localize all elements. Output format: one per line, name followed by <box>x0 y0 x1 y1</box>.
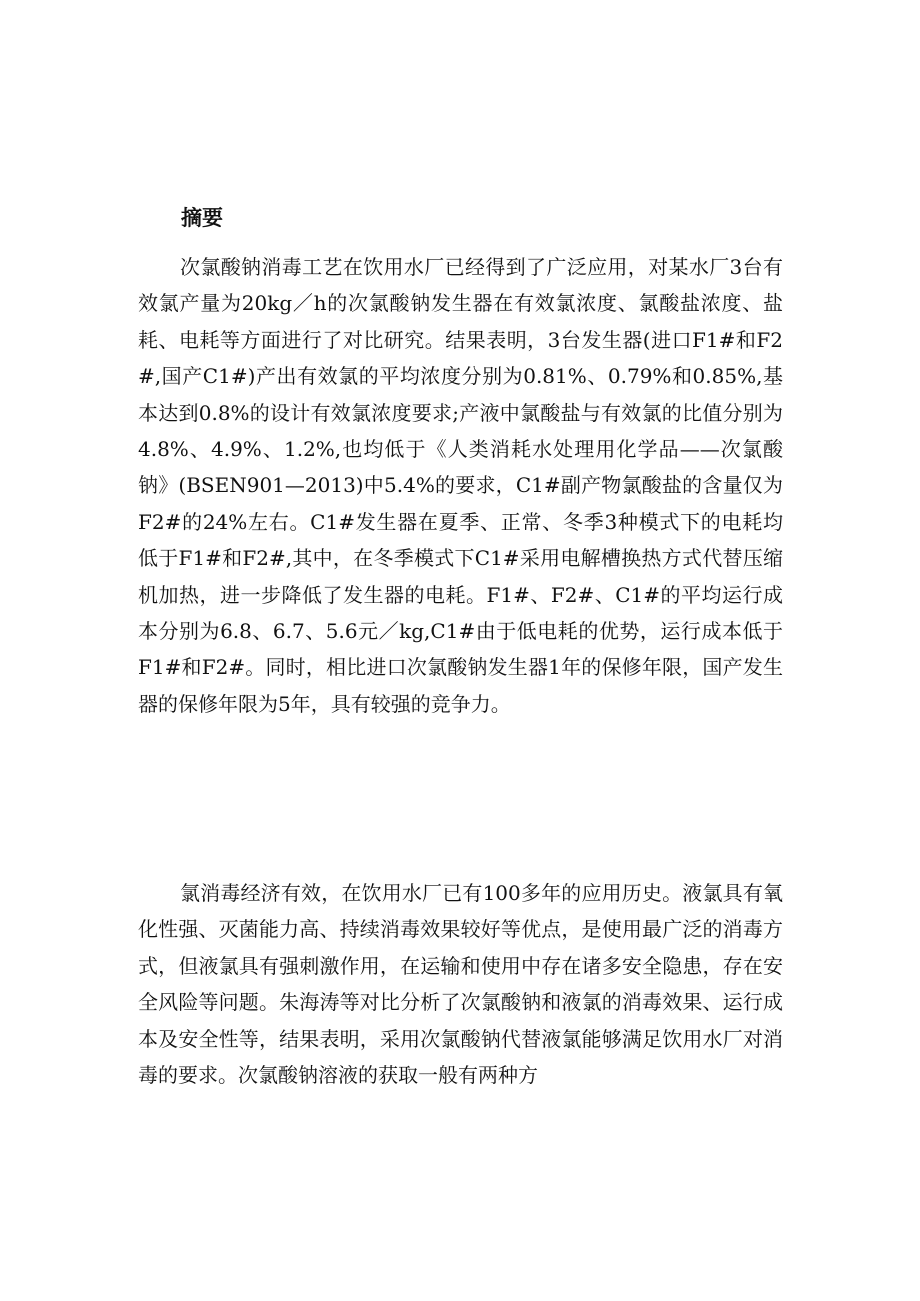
abstract-heading: 摘要 <box>181 206 223 230</box>
intro-paragraph: 氯消毒经济有效，在饮用水厂已有100多年的应用历史。液氯具有氧化性强、灭菌能力高、持续消毒效果较好等优点，是使用最广泛的消毒方式，但液氯具有强刺激作用，在运输和使用中存在诸多安全隐患，存在安全风险等问题。朱海涛等对比分析了次氯酸钠和液氯的消毒效果、运行成本及安全性等，结果表明，采用次氯酸钠代替液氯能够满足饮用水厂对消毒的要求。次氯酸钠溶液的获取一般有两种方 <box>138 881 783 1088</box>
abstract-paragraph: 次氯酸钠消毒工艺在饮用水厂已经得到了广泛应用，对某水厂3台有效氯产量为20kg／h的次氯酸钠发生器在有效氯浓度、氯酸盐浓度、盐耗、电耗等方面进行了对比研究。结果表明，3台发生器(进口F1#和F2#,国产C1#)产出有效氯的平均浓度分别为0.81%、0.79%和0.85%,基本达到0.8%的设计有效氯浓度要求;产液中氯酸盐与有效氯的比值分别为4.8%、4.9%、1.2%,也均低于《人类消耗水处理用化学品——次氯酸钠》(BSEN901—2013)中5.4%的要求，C1#副产物氯酸盐的含量仅为F2#的24%左右。C1#发生器在夏季、正常、冬季3种模式下的电耗均低于F1#和F2#,其中，在冬季模式下C1#采用电解槽换热方式代替压缩机加热，进一步降低了发生器的电耗。F1#、F2#、C1#的平均运行成本分别为6.8、6.7、5.6元／kg,C1#由于低电耗的优势，运行成本低于F1#和F2#。同时，相比进口次氯酸钠发生器1年的保修年限，国产发生器的保修年限为5年，具有较强的竞争力。 <box>138 255 783 716</box>
